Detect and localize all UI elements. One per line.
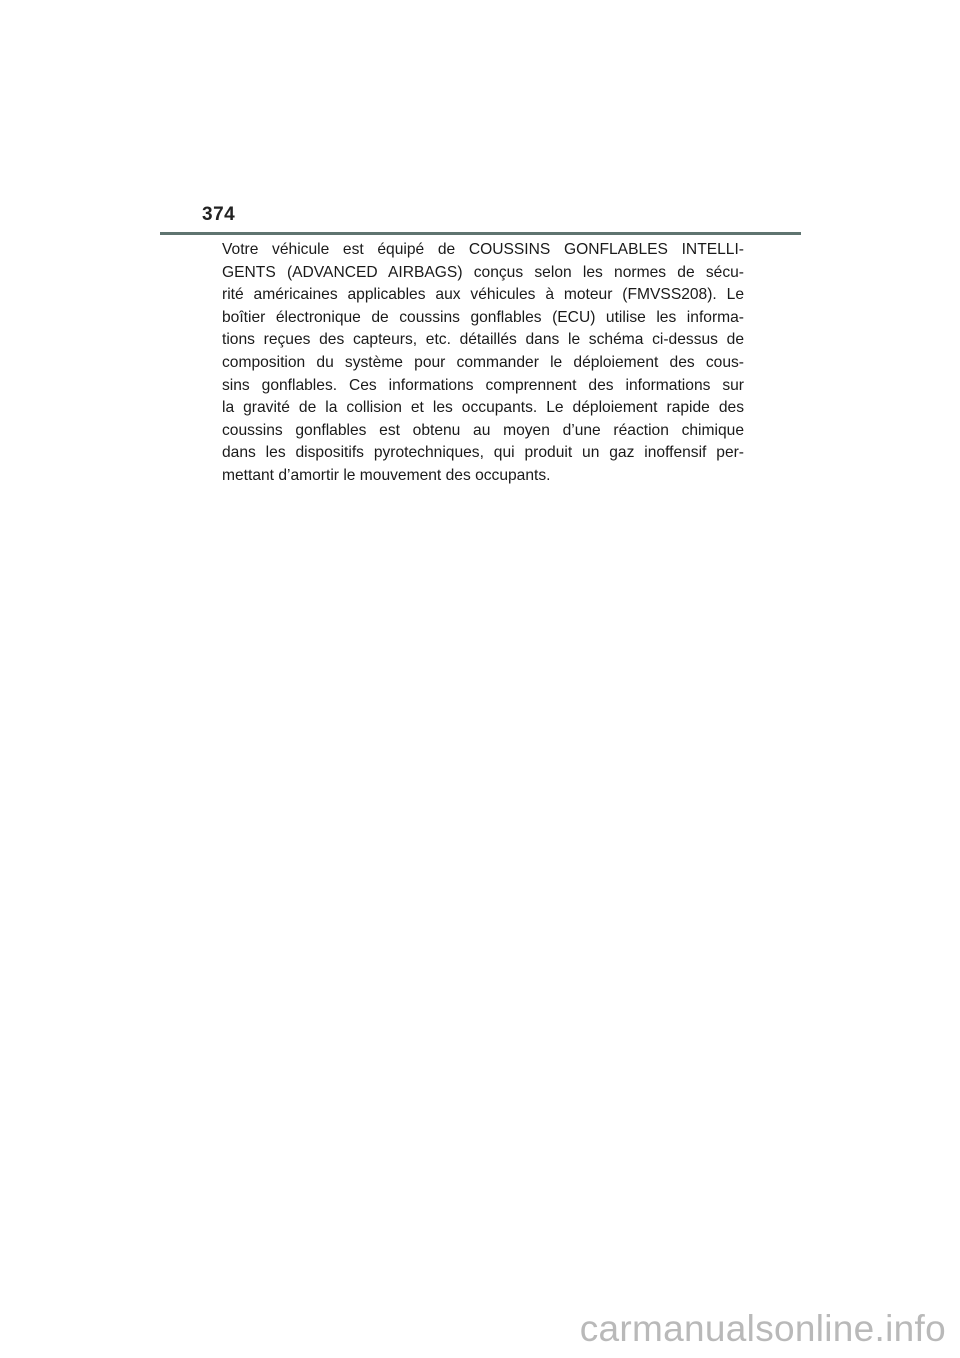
paragraph-line: GENTS (ADVANCED AIRBAGS) conçus selon les normes de sécu-	[222, 263, 744, 281]
page-number: 374	[202, 204, 236, 225]
paragraph-line: boîtier électronique de coussins gonflables (ECU) utilise les informa-	[222, 308, 744, 326]
paragraph-line: tions reçues des capteurs, etc. détaillés dans le schéma ci-dessus de	[222, 331, 744, 349]
paragraph-line: la gravité de la collision et les occupants. Le déploiement rapide des	[222, 399, 744, 417]
body-paragraph	[222, 239, 744, 488]
paragraph-line: coussins gonflables est obtenu au moyen d’une réaction chimique	[222, 421, 744, 439]
paragraph-line: mettant d’amortir le mouvement des occupants.	[222, 466, 551, 484]
paragraph-line: sins gonflables. Ces informations comprennent des informations sur	[222, 376, 744, 394]
paragraph-line: composition du système pour commander le déploiement des cous-	[222, 353, 744, 371]
paragraph-line: dans les dispositifs pyrotechniques, qui produit un gaz inoffensif per-	[222, 444, 744, 462]
paragraph-line: rité américaines applicables aux véhicules à moteur (FMVSS208). Le	[222, 286, 744, 304]
paragraph-line: Votre véhicule est équipé de COUSSINS GONFLABLES INTELLI-	[222, 241, 744, 258]
watermark-text: carmanualsonline.info	[579, 1308, 946, 1349]
header-divider	[160, 232, 801, 235]
